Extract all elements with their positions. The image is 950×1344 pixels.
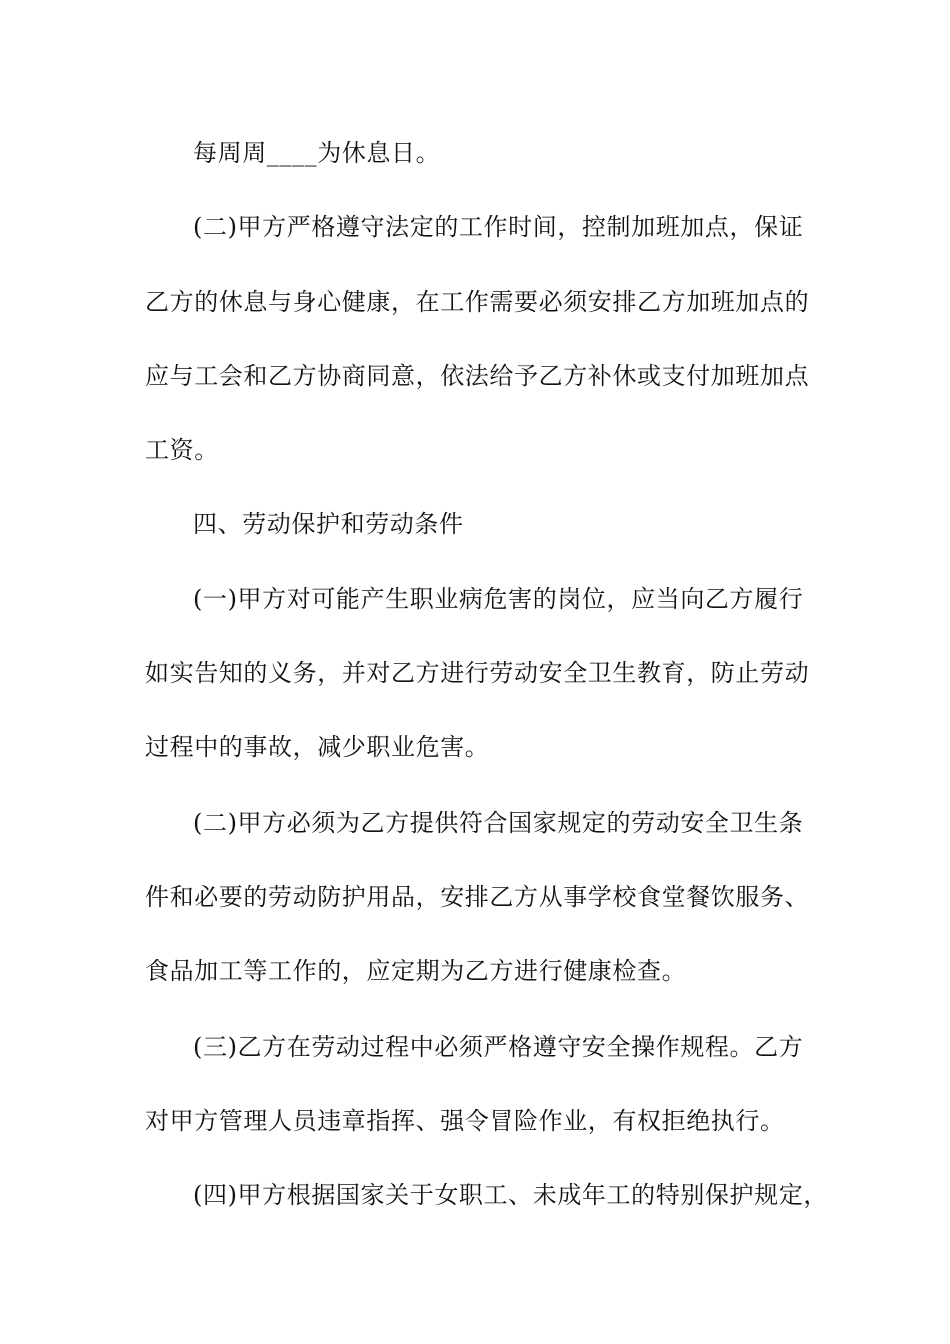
paragraph-line: (三)乙方在劳动过程中必须严格遵守安全操作规程。乙方 [193,1033,804,1061]
paragraph-line: (一)甲方对可能产生职业病危害的岗位，应当向乙方履行 [193,585,804,613]
paragraph-line: 乙方的休息与身心健康，在工作需要必须安排乙方加班加点的 [145,288,810,316]
paragraph-line: 每周周____为休息日。 [193,139,441,167]
paragraph-line: 应与工会和乙方协商同意，依法给予乙方补休或支付加班加点 [145,362,810,390]
paragraph-line: 如实告知的义务，并对乙方进行劳动安全卫生教育，防止劳动 [145,659,810,687]
paragraph-line: 对甲方管理人员违章指挥、强令冒险作业，有权拒绝执行。 [145,1107,785,1135]
paragraph-line: (二)甲方严格遵守法定的工作时间，控制加班加点，保证 [193,213,804,241]
paragraph-line: 件和必要的劳动防护用品，安排乙方从事学校食堂餐饮服务、 [145,883,810,911]
section-heading: 四、劳动保护和劳动条件 [193,510,464,538]
paragraph-line: (四)甲方根据国家关于女职工、未成年工的特别保护规定， [193,1181,828,1209]
paragraph-line: 食品加工等工作的，应定期为乙方进行健康检查。 [145,957,687,985]
paragraph-line: 工资。 [145,436,219,464]
paragraph-line: 过程中的事故，减少职业危害。 [145,733,490,761]
paragraph-line: (二)甲方必须为乙方提供符合国家规定的劳动安全卫生条 [193,809,804,837]
